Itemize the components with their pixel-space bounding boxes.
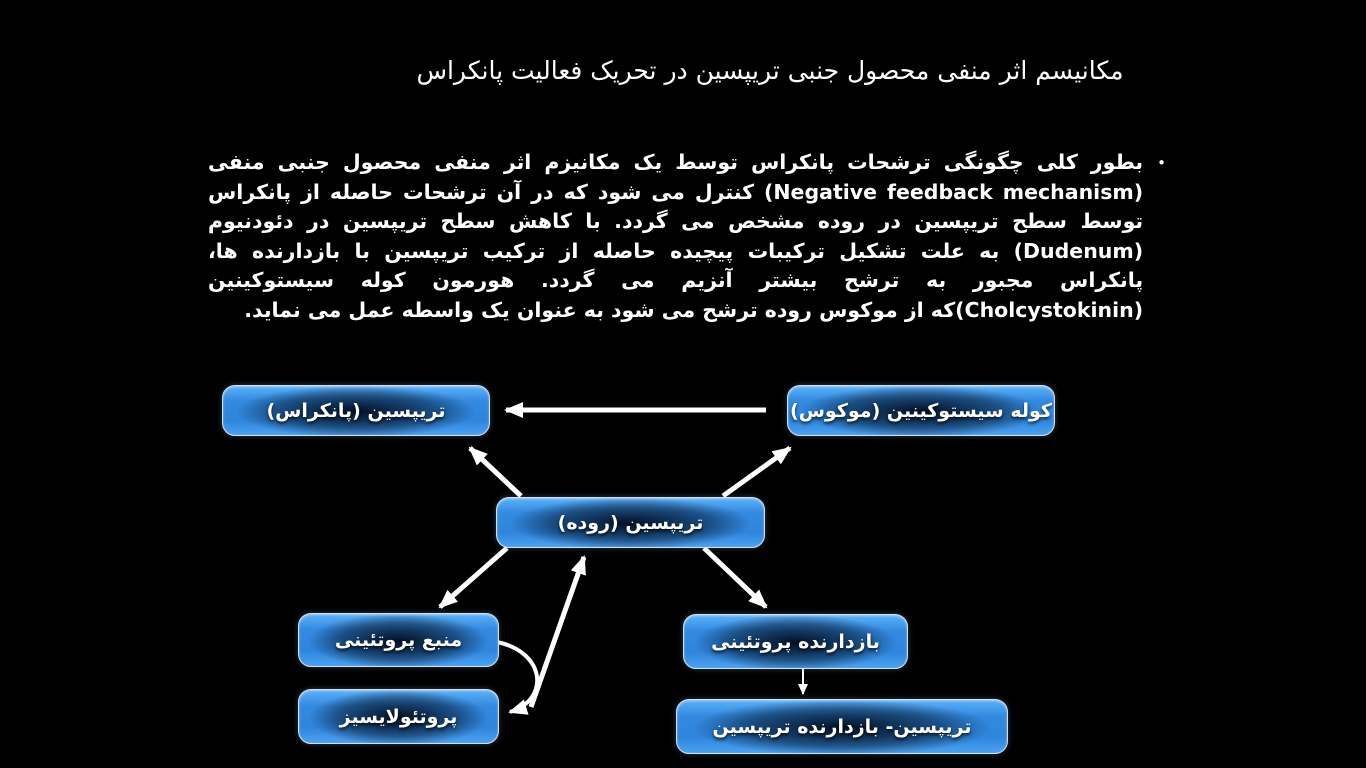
node-trypsin-pancreas: تریپسین (پانکراس) <box>222 385 490 436</box>
node-proteolysis: پروتئولایسیز <box>298 689 499 744</box>
arrow-intestine-to-protein-source <box>440 548 507 607</box>
arrow-proteolysis-to-intestine <box>531 557 584 707</box>
node-trypsin-intestine: تریپسین (روده) <box>496 497 765 548</box>
bullet-paragraph <box>208 148 1168 325</box>
slide-title: مکانیسم اثر منفی محصول جنبی تریپسین در تحریک فعالیت پانکراس <box>416 56 1124 85</box>
node-trypsin-inhibitor-complex: تریپسین- بازدارنده تریپسین <box>676 699 1008 754</box>
node-protein-inhibitor: بازدارنده پروتئینی <box>683 614 908 669</box>
bullet-text: بطور کلی چگونگی ترشحات پانکراس توسط یک مکانیزم اثر منفی محصول جنبی منفی (Negative feedback mechanism) کنترل می شود که در آن ترشحات حاصله از پانکراس توسط سطح تریپسین در روده مشخص می گردد. با کاهش سطح تریپسین در دئودنیوم (Dudenum) به علت تشکیل ترکیبات پیچیده حاصله از ترکیب تریپسین با بازدارنده ها، پانکراس مجبور به ترشح بیشتر آنزیم می گردد. هورمون کوله سیستوکینین (Cholcystokinin)که از موکوس روده ترشح می شود به عنوان یک واسطه عمل می نماید. <box>208 150 1144 322</box>
arrow-intestine-to-pancreas <box>470 448 521 496</box>
bullet-marker: • <box>1157 154 1166 172</box>
arrow-intestine-to-inhibitor <box>704 548 766 607</box>
arrow-intestine-to-cck <box>723 448 790 496</box>
arrow-protein-source-to-proteolysis <box>497 642 537 712</box>
node-cholecystokinin-mucus: کوله سیستوکینین (موکوس) <box>787 385 1055 436</box>
node-protein-source: منبع پروتئینی <box>298 613 499 667</box>
